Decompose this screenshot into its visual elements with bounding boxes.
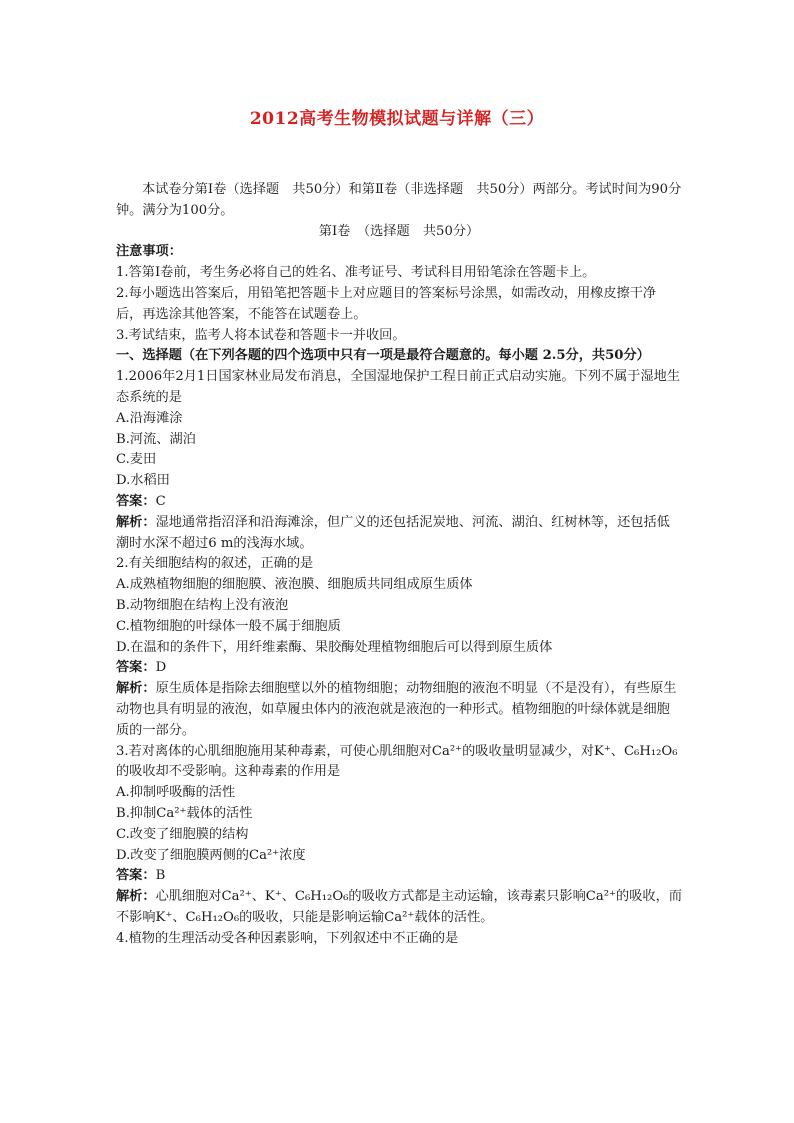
question-option: B.抑制Ca²⁺载体的活性 — [116, 805, 253, 821]
document-body — [116, 180, 682, 949]
analysis-line — [116, 679, 682, 741]
analysis-line — [116, 887, 682, 929]
analysis-label: 解析： — [116, 889, 156, 905]
notice-item: 2.每小题选出答案后，用铅笔把答题卡上对应题目的答案标号涂黑，如需改动，用橡皮擦干净后，再选涂其他答案，不能答在试题卷上。 — [116, 285, 657, 322]
notice-item: 3.考试结束，监考人将本试卷和答题卡一并收回。 — [116, 327, 406, 343]
question-option: D.在温和的条件下，用纤维素酶、果胶酶处理植物细胞后可以得到原生质体 — [116, 639, 553, 655]
answer-value: B — [155, 868, 166, 884]
question-option: A.沿海滩涂 — [116, 410, 183, 426]
question-option: A.抑制呼吸酶的活性 — [116, 785, 236, 801]
section1-heading: 一、选择题（在下列各题的四个选项中只有一项是最符合题意的。每小题 2.5分，共50分） — [116, 348, 650, 364]
question-option: D.改变了细胞膜两侧的Ca²⁺浓度 — [116, 847, 306, 863]
answer-value: D — [155, 660, 167, 676]
question-option: B.动物细胞在结构上没有液泡 — [116, 597, 289, 613]
analysis-label: 解析： — [116, 514, 156, 530]
answer-label: 答案： — [116, 868, 156, 884]
answer-line — [116, 866, 682, 887]
document-title: 2012高考生物模拟试题与详解（三） — [249, 109, 545, 129]
question-stem: 3.若对离体的心肌细胞施用某种毒素，可使心肌细胞对Ca²⁺的吸收量明显减少，对K⁺、C₆H₁₂O₆的吸收却不受影响。这种毒素的作用是 — [116, 743, 678, 780]
analysis-label: 解析： — [116, 681, 156, 697]
intro-paragraph: 本试卷分第Ⅰ卷（选择题 共50分）和第Ⅱ卷（非选择题 共50分）两部分。考试时间为90分钟。满分为100分。 — [116, 182, 682, 218]
question-stem: 4.植物的生理活动受各种因素影响，下列叙述中不正确的是 — [116, 930, 459, 946]
answer-line — [116, 492, 682, 513]
question-option: C.改变了细胞膜的结构 — [116, 826, 249, 842]
question-option: B.河流、湖泊 — [116, 431, 196, 447]
answer-value: C — [155, 493, 166, 509]
analysis-text: 心肌细胞对Ca²⁺、K⁺、C₆H₁₂O₆的吸收方式都是主动运输，该毒素只影响Ca²⁺的吸收，而不影响K⁺、C₆H₁₂O₆的吸收，只能是影响运输Ca²⁺载体的活性。 — [116, 889, 682, 925]
part1-heading: 第Ⅰ卷 （选择题 共50分） — [318, 223, 480, 239]
question-stem: 1.2006年2月1日国家林业局发布消息，全国湿地保护工程日前正式启动实施。下列不属于湿地生态系统的是 — [116, 369, 681, 405]
analysis-text: 湿地通常指沼泽和沿海滩涂，但广义的还包括泥炭地、河流、湖泊、红树林等，还包括低潮时水深不超过6 m的浅海水域。 — [116, 514, 670, 551]
answer-label: 答案： — [116, 660, 156, 676]
notice-item: 1.答第Ⅰ卷前，考生务必将自己的姓名、准考证号、考试科目用铅笔涂在答题卡上。 — [116, 265, 596, 281]
question-stem: 2.有关细胞结构的叙述，正确的是 — [116, 556, 314, 572]
question-option: A.成熟植物细胞的细胞膜、液泡膜、细胞质共同组成原生质体 — [116, 577, 473, 593]
analysis-text: 原生质体是指除去细胞壁以外的植物细胞；动物细胞的液泡不明显（不是没有），有些原生动物也具有明显的液泡，如草履虫体内的液泡就是液泡的一种形式。植物细胞的叶绿体就是细胞质的一部分。 — [116, 681, 677, 738]
question-option: C.植物细胞的叶绿体一般不属于细胞质 — [116, 618, 341, 634]
question-option: D.水稻田 — [116, 473, 170, 489]
answer-label: 答案： — [116, 493, 156, 509]
answer-line — [116, 658, 682, 679]
analysis-line — [116, 513, 682, 555]
notice-label: 注意事项： — [116, 244, 182, 260]
question-option: C.麦田 — [116, 452, 157, 468]
